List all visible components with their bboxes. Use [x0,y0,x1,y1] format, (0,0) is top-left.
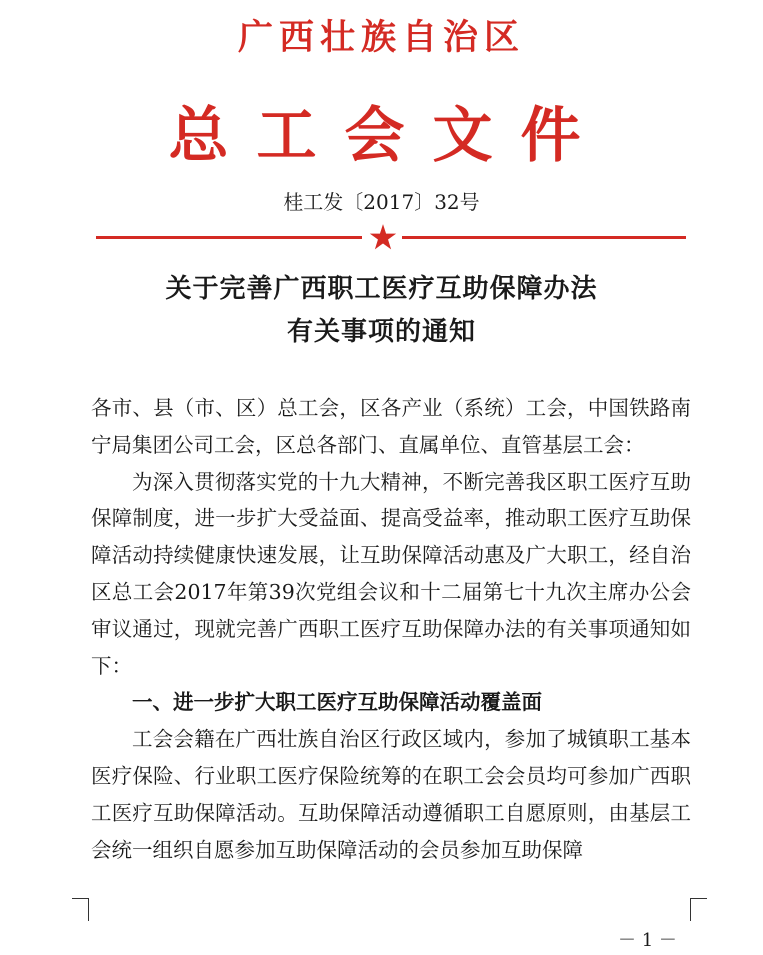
document-number: 桂工发〔2017〕32号 [283,190,480,214]
crop-mark-right [690,898,707,921]
document-body [91,390,691,868]
document-type-heading: 总工会文件 [168,101,609,171]
star-icon [369,223,397,251]
section-heading: 一、进一步扩大职工医疗互助保障活动覆盖面 [132,690,542,715]
section-paragraph: 工会会籍在广西壮族自治区行政区域内，参加了城镇职工基本医疗保险、行业职工医疗保险统筹的在职工会会员均可参加广西职工医疗互助保障活动。互助保障活动遵循职工自愿原则，由基层工会统一组织自愿参加互助保障活动的会员参加互助保障 [91,727,691,862]
document-title-line1: 关于完善广西职工医疗互助保障办法 [165,274,598,304]
divider-line-left [96,236,362,239]
page-number: － 1 － [618,930,677,951]
issuing-organization: 广西壮族自治区 [237,17,525,58]
intro-paragraph: 为深入贯彻落实党的十九大精神，不断完善我区职工医疗互助保障制度，进一步扩大受益面、提高受益率，推动职工医疗互助保障活动持续健康快速发展，让互助保障活动惠及广大职工，经自治区总工会2017年第39次党组会议和十二届第七十九次主席办公会审议通过，现就完善广西职工医疗互助保障办法的有关事项通知如下： [91,469,691,678]
crop-mark-left [72,898,89,921]
salutation: 各市、县（市、区）总工会，区各产业（系统）工会，中国铁路南宁局集团公司工会，区总各部门、直属单位、直管基层工会： [91,396,691,457]
document-title-line2: 有关事项的通知 [286,317,476,347]
divider-line-right [402,236,686,239]
